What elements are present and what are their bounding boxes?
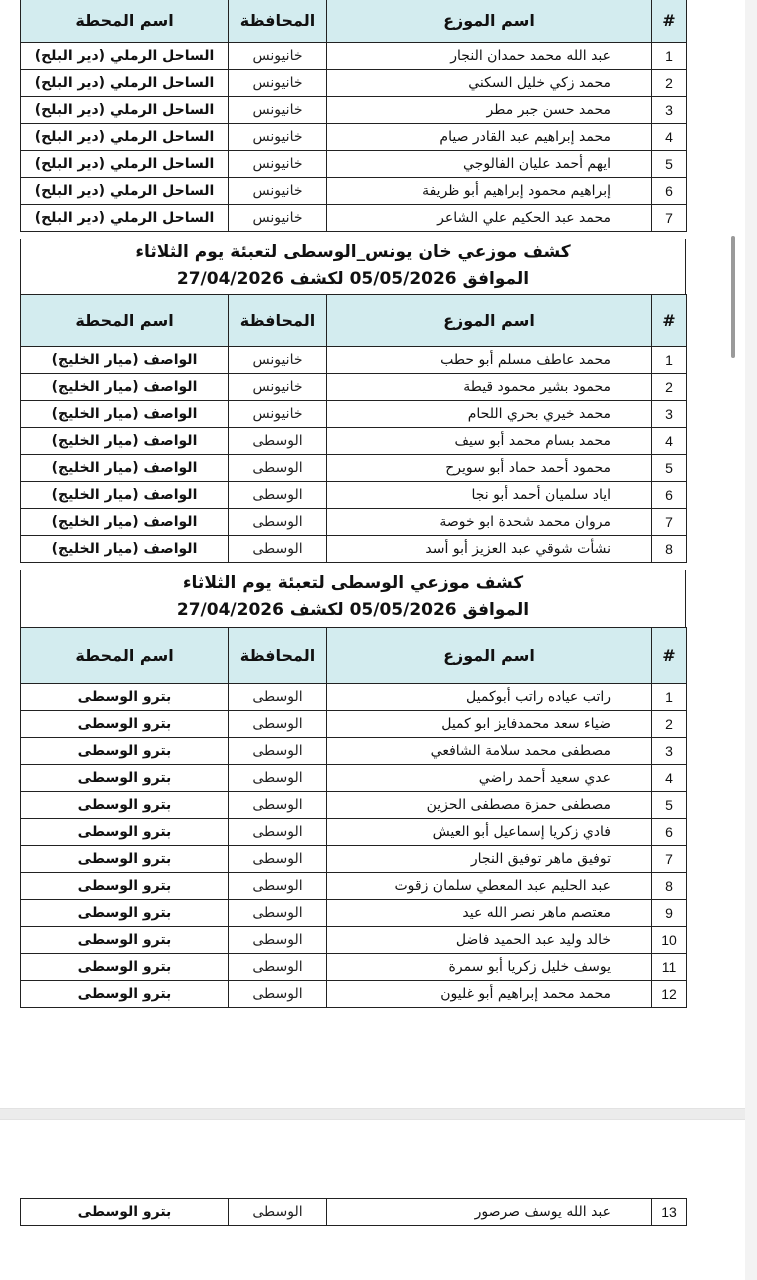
row-governorate: خانيونس: [229, 178, 327, 205]
header-name: اسم الموزع: [327, 628, 652, 684]
page2-table: [20, 1198, 686, 1226]
row-station: بترو الوسطى: [21, 927, 229, 954]
row-governorate: الوسطى: [229, 873, 327, 900]
row-governorate: الوسطى: [229, 428, 327, 455]
row-name: محمد حسن جبر مطر: [327, 97, 652, 124]
row-num: 8: [652, 536, 687, 563]
section-title: [20, 570, 686, 627]
table-row: [21, 1199, 687, 1226]
row-num: 2: [652, 70, 687, 97]
table-row: [21, 70, 687, 97]
distributors-table-1: [20, 0, 687, 232]
row-num: 3: [652, 97, 687, 124]
section-title-block: [20, 570, 686, 627]
row-name: ايهم أحمد عليان الفالوجي: [327, 151, 652, 178]
row-station: الساحل الرملي (دير البلح): [21, 43, 229, 70]
table-body: [21, 43, 687, 232]
row-governorate: خانيونس: [229, 70, 327, 97]
row-station: الساحل الرملي (دير البلح): [21, 151, 229, 178]
row-station: بترو الوسطى: [21, 819, 229, 846]
header-name: اسم الموزع: [327, 0, 652, 43]
row-name: ضياء سعد محمدفايز ابو كميل: [327, 711, 652, 738]
section-khanyounis-wosta: [20, 294, 686, 563]
row-station: الواصف (ميار الخليج): [21, 374, 229, 401]
section-wosta: [20, 627, 686, 1008]
row-num: 5: [652, 455, 687, 482]
table-row: [21, 684, 687, 711]
row-governorate: خانيونس: [229, 124, 327, 151]
row-num: 5: [652, 792, 687, 819]
row-station: الساحل الرملي (دير البلح): [21, 205, 229, 232]
row-governorate: الوسطى: [229, 846, 327, 873]
table-row: [21, 428, 687, 455]
row-name: خالد وليد عبد الحميد فاضل: [327, 927, 652, 954]
table-row: [21, 954, 687, 981]
row-governorate: الوسطى: [229, 536, 327, 563]
row-num: 10: [652, 927, 687, 954]
row-station: الساحل الرملي (دير البلح): [21, 124, 229, 151]
row-station: الساحل الرملي (دير البلح): [21, 178, 229, 205]
row-num: 4: [652, 124, 687, 151]
row-num: 11: [652, 954, 687, 981]
table-row: [21, 792, 687, 819]
row-governorate: خانيونس: [229, 374, 327, 401]
row-name: محمد إبراهيم عبد القادر صيام: [327, 124, 652, 151]
row-num: 12: [652, 981, 687, 1008]
row-num: 3: [652, 738, 687, 765]
row-governorate: خانيونس: [229, 401, 327, 428]
row-station: بترو الوسطى: [21, 711, 229, 738]
table-row: [21, 178, 687, 205]
row-num: 2: [652, 711, 687, 738]
row-num: 5: [652, 151, 687, 178]
row-governorate: الوسطى: [229, 509, 327, 536]
row-governorate: الوسطى: [229, 684, 327, 711]
table-row: [21, 205, 687, 232]
row-num: 6: [652, 819, 687, 846]
row-governorate: الوسطى: [229, 900, 327, 927]
table-row: [21, 927, 687, 954]
table-row: [21, 819, 687, 846]
table-header-row: [21, 295, 687, 347]
row-num: 4: [652, 765, 687, 792]
row-num: 7: [652, 205, 687, 232]
table-row: [21, 738, 687, 765]
row-station: الواصف (ميار الخليج): [21, 536, 229, 563]
row-station: بترو الوسطى: [21, 792, 229, 819]
table-row: [21, 536, 687, 563]
row-governorate: الوسطى: [229, 819, 327, 846]
row-governorate: خانيونس: [229, 205, 327, 232]
row-num: 2: [652, 374, 687, 401]
table-row: [21, 347, 687, 374]
row-num: 6: [652, 178, 687, 205]
section-title: [20, 239, 686, 294]
table-row: [21, 981, 687, 1008]
distributors-table-3: [20, 627, 687, 1008]
row-governorate: خانيونس: [229, 347, 327, 374]
row-station: بترو الوسطى: [21, 954, 229, 981]
row-name: محمود أحمد حماد أبو سويرح: [327, 455, 652, 482]
table-row: [21, 873, 687, 900]
row-name: محمد عبد الحكيم علي الشاعر: [327, 205, 652, 232]
table-row: [21, 43, 687, 70]
section-title-line2: الموافق 05/05/2026 لكشف 27/04/2026: [176, 600, 530, 620]
row-governorate: خانيونس: [229, 151, 327, 178]
row-num: 13: [652, 1199, 687, 1226]
table-row: [21, 151, 687, 178]
row-station: بترو الوسطى: [21, 1199, 229, 1226]
header-governorate: المحافظة: [229, 628, 327, 684]
table-row: [21, 97, 687, 124]
row-num: 3: [652, 401, 687, 428]
row-name: محمد محمد إبراهيم أبو غليون: [327, 981, 652, 1008]
row-governorate: الوسطى: [229, 765, 327, 792]
row-name: نشأت شوقي عبد العزيز أبو أسد: [327, 536, 652, 563]
row-station: بترو الوسطى: [21, 846, 229, 873]
distributors-table-4: [20, 1198, 687, 1226]
row-num: 7: [652, 846, 687, 873]
row-station: بترو الوسطى: [21, 738, 229, 765]
table-row: [21, 900, 687, 927]
row-num: 4: [652, 428, 687, 455]
row-name: محمود بشير محمود قيطة: [327, 374, 652, 401]
header-name: اسم الموزع: [327, 295, 652, 347]
row-name: معتصم ماهر نصر الله عيد: [327, 900, 652, 927]
row-station: الواصف (ميار الخليج): [21, 401, 229, 428]
row-station: الواصف (ميار الخليج): [21, 455, 229, 482]
scrollbar-thumb[interactable]: [731, 236, 735, 358]
row-name: إبراهيم محمود إبراهيم أبو ظريفة: [327, 178, 652, 205]
table-row: [21, 374, 687, 401]
table-row: [21, 765, 687, 792]
row-governorate: خانيونس: [229, 97, 327, 124]
row-station: بترو الوسطى: [21, 873, 229, 900]
table-row: [21, 482, 687, 509]
table-row: [21, 509, 687, 536]
row-governorate: الوسطى: [229, 792, 327, 819]
row-name: يوسف خليل زكريا أبو سمرة: [327, 954, 652, 981]
row-name: عبد الله يوسف صرصور: [327, 1199, 652, 1226]
table-row: [21, 455, 687, 482]
row-governorate: الوسطى: [229, 738, 327, 765]
header-station: اسم المحطة: [21, 628, 229, 684]
row-name: مصطفى محمد سلامة الشافعي: [327, 738, 652, 765]
section-title-line1: كشف موزعي خان يونس_الوسطى لتعبئة يوم الثلاثاء: [135, 242, 571, 262]
row-governorate: الوسطى: [229, 954, 327, 981]
table-row: [21, 124, 687, 151]
header-governorate: المحافظة: [229, 0, 327, 43]
row-governorate: الوسطى: [229, 927, 327, 954]
table-body: [21, 684, 687, 1008]
row-governorate: خانيونس: [229, 43, 327, 70]
row-name: عبد الله محمد حمدان النجار: [327, 43, 652, 70]
row-name: توفيق ماهر توفيق النجار: [327, 846, 652, 873]
row-station: بترو الوسطى: [21, 765, 229, 792]
row-num: 6: [652, 482, 687, 509]
row-name: محمد زكي خليل السكني: [327, 70, 652, 97]
row-station: الواصف (ميار الخليج): [21, 509, 229, 536]
distributors-table-2: [20, 294, 687, 563]
row-station: بترو الوسطى: [21, 981, 229, 1008]
row-station: بترو الوسطى: [21, 684, 229, 711]
row-name: محمد عاطف مسلم أبو حطب: [327, 347, 652, 374]
header-governorate: المحافظة: [229, 295, 327, 347]
section-title-block: [20, 239, 686, 294]
row-governorate: الوسطى: [229, 981, 327, 1008]
row-name: اياد سلميان أحمد أبو نجا: [327, 482, 652, 509]
row-name: عدي سعيد أحمد راضي: [327, 765, 652, 792]
row-name: محمد خيري بحري اللحام: [327, 401, 652, 428]
row-name: فادي زكريا إسماعيل أبو العيش: [327, 819, 652, 846]
row-num: 1: [652, 43, 687, 70]
table-row: [21, 846, 687, 873]
row-station: الواصف (ميار الخليج): [21, 347, 229, 374]
section-title-line2: الموافق 05/05/2026 لكشف 27/04/2026: [176, 269, 530, 289]
row-station: الواصف (ميار الخليج): [21, 482, 229, 509]
row-name: راتب عياده راتب أبوكميل: [327, 684, 652, 711]
viewer-edge: [745, 0, 757, 1280]
header-num: #: [652, 0, 687, 43]
row-governorate: الوسطى: [229, 482, 327, 509]
row-num: 1: [652, 347, 687, 374]
header-station: اسم المحطة: [21, 0, 229, 43]
row-num: 7: [652, 509, 687, 536]
row-name: عبد الحليم عبد المعطي سلمان زقوت: [327, 873, 652, 900]
header-station: اسم المحطة: [21, 295, 229, 347]
row-governorate: الوسطى: [229, 455, 327, 482]
row-name: مصطفى حمزة مصطفى الحزين: [327, 792, 652, 819]
table-header-row: [21, 628, 687, 684]
row-name: مروان محمد شحدة ابو خوصة: [327, 509, 652, 536]
table-row: [21, 401, 687, 428]
row-governorate: الوسطى: [229, 1199, 327, 1226]
row-station: الساحل الرملي (دير البلح): [21, 97, 229, 124]
section-khanyounis-sahel: [20, 0, 686, 232]
page-break: [0, 1108, 757, 1120]
section-title-line1: كشف موزعي الوسطى لتعبئة يوم الثلاثاء: [182, 573, 524, 593]
table-row: [21, 711, 687, 738]
row-num: 9: [652, 900, 687, 927]
header-num: #: [652, 295, 687, 347]
row-num: 1: [652, 684, 687, 711]
table-header-row: [21, 0, 687, 43]
row-num: 8: [652, 873, 687, 900]
row-station: الساحل الرملي (دير البلح): [21, 70, 229, 97]
row-station: بترو الوسطى: [21, 900, 229, 927]
header-num: #: [652, 628, 687, 684]
row-governorate: الوسطى: [229, 711, 327, 738]
row-name: محمد بسام محمد أبو سيف: [327, 428, 652, 455]
table-body: [21, 347, 687, 563]
row-station: الواصف (ميار الخليج): [21, 428, 229, 455]
